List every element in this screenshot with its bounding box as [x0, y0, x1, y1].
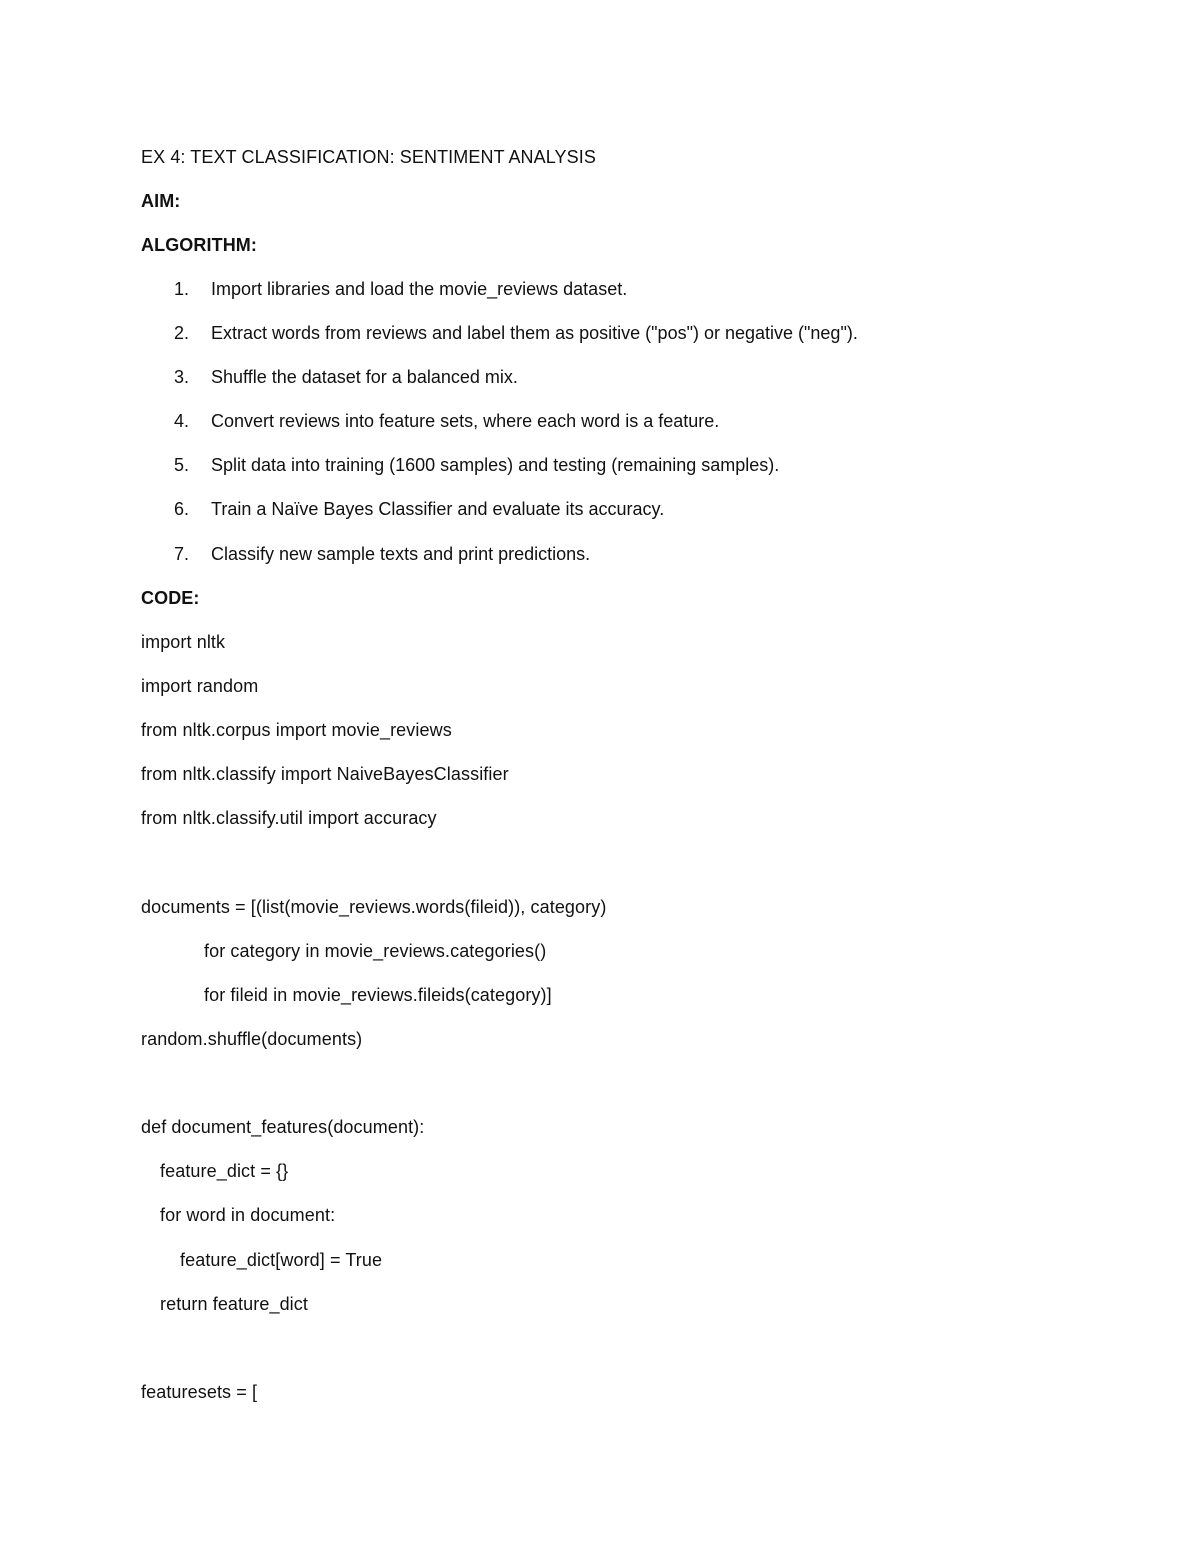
- code-line: return feature_dict: [160, 1294, 308, 1314]
- step-text: Shuffle the dataset for a balanced mix.: [211, 367, 518, 387]
- step-text: Split data into training (1600 samples) and testing (remaining samples).: [211, 455, 780, 475]
- step-text: Convert reviews into feature sets, where each word is a feature.: [211, 411, 720, 431]
- code-line: from nltk.classify import NaiveBayesClassifier: [141, 764, 509, 784]
- step-number: 5.: [174, 455, 190, 475]
- step-number: 3.: [174, 367, 190, 387]
- code-line: feature_dict = {}: [160, 1161, 289, 1181]
- code-line: featuresets = [: [141, 1382, 258, 1402]
- code-heading: CODE:: [141, 588, 200, 608]
- code-line: def document_features(document):: [141, 1117, 425, 1137]
- step-number: 1.: [174, 279, 190, 299]
- step-number: 6.: [174, 499, 190, 519]
- step-text: Import libraries and load the movie_reviews dataset.: [211, 279, 628, 299]
- step-number: 7.: [174, 544, 190, 564]
- document-title: EX 4: TEXT CLASSIFICATION: SENTIMENT ANALYSIS: [141, 147, 596, 167]
- step-text: Train a Naïve Bayes Classifier and evaluate its accuracy.: [211, 499, 665, 519]
- step-text: Classify new sample texts and print predictions.: [211, 544, 591, 564]
- code-line: for category in movie_reviews.categories(): [204, 941, 547, 961]
- code-line: for word in document:: [160, 1205, 336, 1225]
- step-text: Extract words from reviews and label them as positive ("pos") or negative ("neg").: [211, 323, 858, 343]
- aim-heading: AIM:: [141, 191, 181, 211]
- step-number: 4.: [174, 411, 190, 431]
- code-line: from nltk.corpus import movie_reviews: [141, 720, 452, 740]
- code-line: import random: [141, 676, 259, 696]
- code-line: documents = [(list(movie_reviews.words(fileid)), category): [141, 897, 607, 917]
- code-line: feature_dict[word] = True: [180, 1250, 383, 1270]
- code-line: import nltk: [141, 632, 226, 652]
- code-line: random.shuffle(documents): [141, 1029, 363, 1049]
- code-line: for fileid in movie_reviews.fileids(category)]: [204, 985, 552, 1005]
- step-number: 2.: [174, 323, 190, 343]
- algorithm-heading: ALGORITHM:: [141, 235, 257, 255]
- code-line: from nltk.classify.util import accuracy: [141, 808, 437, 828]
